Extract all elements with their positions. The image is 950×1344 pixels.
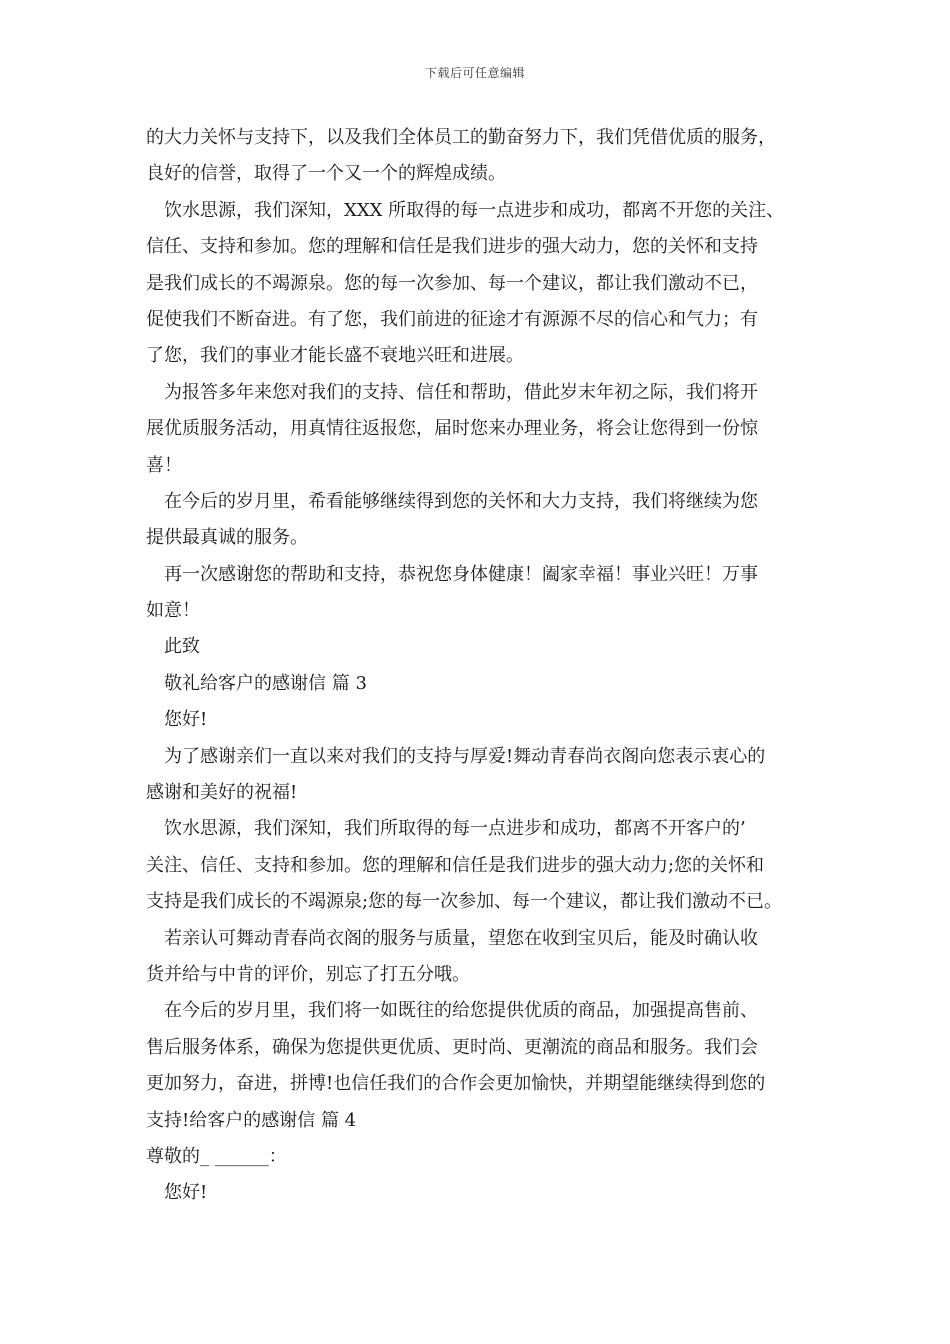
text-line: 提供最真诚的服务。 — [146, 527, 308, 549]
text-line: 在今后的岁月里，希看能够继续得到您的关怀和大力支持，我们将继续为您 — [164, 490, 758, 512]
greeting: 您好! — [164, 709, 208, 731]
text-line: 是我们成长的不竭源泉。您的每一次参加、每一个建议，都让我们激动不已， — [146, 272, 758, 294]
section-heading: 敬礼给客户的感谢信 篇 3 — [164, 672, 367, 694]
text-line: 更加努力，奋进，拼博!也信任我们的合作会更加愉快，并期望能继续得到您的 — [146, 1073, 766, 1095]
closing-salutation: 此致 — [164, 636, 200, 658]
text-line: 良好的信誉，取得了一个又一个的辉煌成绩。 — [146, 163, 506, 185]
text-line: 再一次感谢您的帮助和支持，恭祝您身体健康！阖家幸福！事业兴旺！万事 — [164, 563, 758, 585]
text-line: 关注、信任、支持和参加。您的理解和信任是我们进步的强大动力;您的关怀和 — [146, 854, 765, 876]
text-line: 饮水思源，我们深知，我们所取得的每一点进步和成功，都离不开客户的’ — [164, 818, 746, 840]
text-line: 货并给与中肯的评价，别忘了打五分哦。 — [146, 963, 470, 985]
text-line: 促使我们不断奋进。有了您，我们前进的征途才有源源不尽的信心和气力；有 — [146, 308, 758, 330]
page-header: 下载后可任意编辑 — [424, 66, 525, 80]
text-line: 信任、支持和参加。您的理解和信任是我们进步的强大动力，您的关怀和支持 — [146, 236, 758, 258]
text-line: 的大力关怀与支持下，以及我们全体员工的勤奋努力下，我们凭借优质的服务， — [146, 127, 776, 148]
text-line: 在今后的岁月里，我们将一如既往的给您提供优质的商品，加强提高售前、 — [164, 1000, 758, 1022]
text-line: 感谢和美好的祝福! — [146, 782, 298, 804]
text-line: 支持是我们成长的不竭源泉;您的每一次参加、每一个建议，都让我们激动不已。 — [146, 891, 783, 913]
text-line: 饮水思源，我们深知，XXX 所取得的每一点进步和成功，都离不开您的关注、 — [164, 199, 785, 221]
section-heading-line: 支持!给客户的感谢信 篇 4 — [146, 1109, 357, 1131]
text-line: 为报答多年来您对我们的支持、信任和帮助，借此岁末年初之际，我们将开 — [164, 381, 758, 403]
text-line: 了您，我们的事业才能长盛不衰地兴旺和进展。 — [146, 345, 524, 367]
salutation: 尊敬的_ ______： — [146, 1145, 287, 1167]
text-line: 展优质服务活动，用真情往返报您，届时您来办理业务，将会让您得到一份惊 — [146, 418, 758, 440]
text-line: 若亲认可舞动青春尚衣阁的服务与质量，望您在收到宝贝后，能及时确认收 — [164, 927, 758, 949]
greeting: 您好! — [164, 1182, 208, 1204]
letter-body — [146, 120, 810, 1212]
text-line: 为了感谢亲们一直以来对我们的支持与厚爱!舞动青春尚衣阁向您表示衷心的 — [164, 745, 766, 767]
text-line: 喜！ — [146, 454, 182, 476]
text-line: 售后服务体系，确保为您提供更优质、更时尚、更潮流的商品和服务。我们会 — [146, 1036, 758, 1058]
text-line: 如意！ — [146, 600, 200, 622]
